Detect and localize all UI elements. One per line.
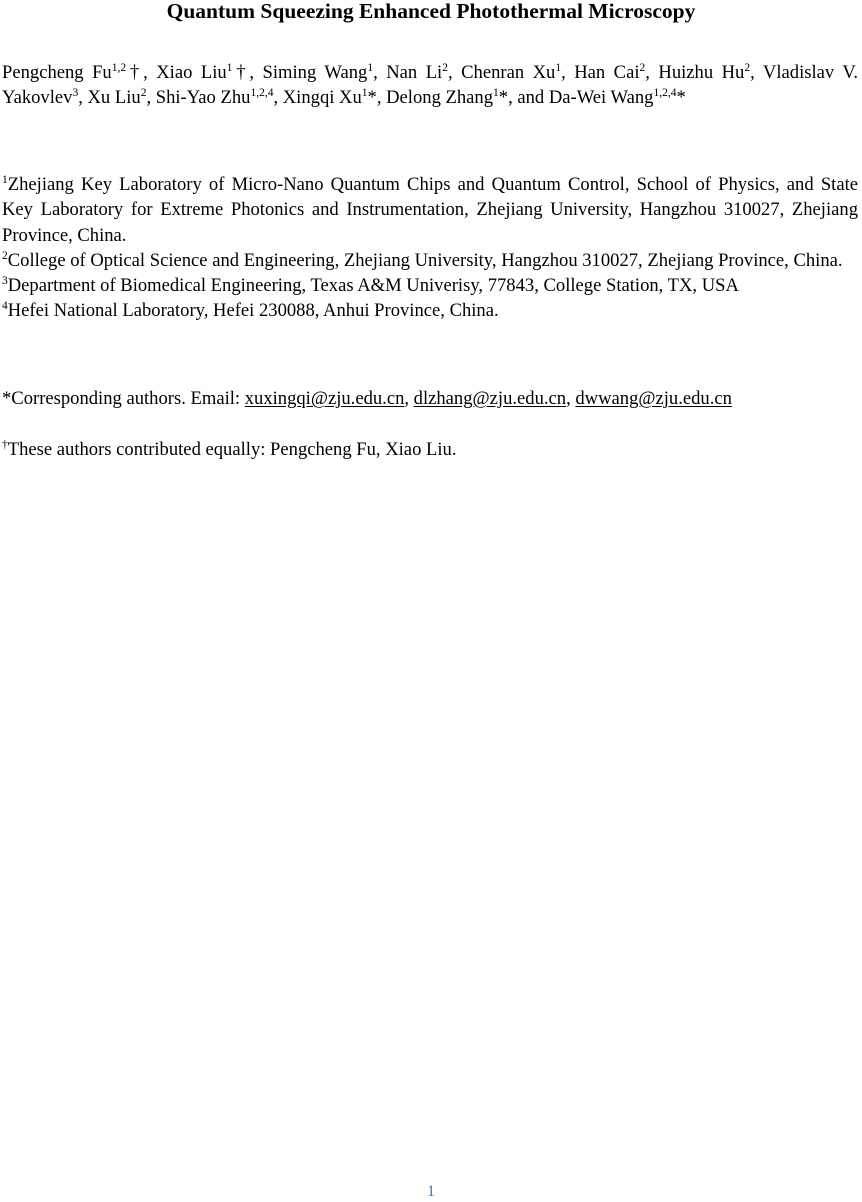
author [461,62,574,83]
paper-title: Quantum Squeezing Enhanced Photothermal Microscopy [166,0,696,23]
author-affil-sup: 1,2,4 [653,87,677,100]
author [574,62,658,83]
author-affil-sup: 1 [367,62,374,74]
author [386,62,461,83]
affiliation-number: 1 [2,174,8,186]
author-affil-sup: 1 [361,87,368,100]
author-name: Xiao Liu [156,62,227,83]
author-name: Xingqi Xu [282,87,362,109]
corresponding-prefix: *Corresponding authors. Email: [2,388,245,409]
author-mark: * [367,87,377,109]
author-affil-sup: 2 [744,62,751,74]
affiliation-text: Hefei National Laboratory, Hefei 230088, Anhui Province, China. [7,300,499,322]
affiliation-number: 2 [2,249,8,262]
author [2,62,156,83]
affiliation-text: College of Optical Science and Engineering, Zhejiang University, Hangzhou 310027, Zhejiang Province, China. [7,249,843,271]
author-mark: † [126,62,144,83]
author-separator: , [447,62,462,83]
author-separator: , [249,62,263,83]
email-link[interactable]: dlzhang@zju.edu.cn [413,388,567,409]
author-name: Xu Liu [87,87,141,109]
author-mark: * [676,87,686,109]
author [156,62,262,83]
author-name: Vladislav V. Yakovlev [2,62,859,109]
author-mark: * [498,87,509,109]
affiliation [2,172,858,248]
author-name: Delong Zhang [386,87,494,109]
author [658,62,763,83]
author-name: Chenran Xu [461,62,556,83]
author [263,62,387,83]
author-name: Huizhu Hu [658,62,745,83]
email-link[interactable]: dwwang@zju.edu.cn [575,388,732,409]
author-name: Da-Wei Wang [548,87,654,109]
author-name: Siming Wang [262,62,368,83]
author-affil-sup: 2 [140,87,147,100]
author-affil-sup: 1,2 [111,62,127,74]
author-separator: , [645,62,659,83]
author-separator: , [373,62,387,83]
affiliation [2,273,858,298]
author-name: Han Cai [574,62,640,83]
author [386,87,549,108]
affiliation-text: Department of Biomedical Engineering, Texas A&M Univerisy, 77843, College Station, TX, USA [7,275,739,297]
affiliation-number: 4 [2,300,8,313]
author-affil-sup: 2 [442,62,448,74]
author-affil-sup: 2 [639,62,646,74]
author-mark: † [232,62,250,83]
equal-contribution-mark: † [2,439,8,451]
author-list [2,60,858,111]
author [549,87,686,108]
author-separator: , [78,87,88,109]
affiliation-list [2,172,858,324]
affiliation [2,248,858,273]
author-affil-sup: 1 [226,62,233,74]
equal-contribution-note [2,437,858,462]
author-affil-sup: 3 [72,87,79,100]
author-separator: , [376,87,387,109]
author-separator: , [561,62,575,83]
affiliation-number: 3 [2,275,8,288]
author-name: Nan Li [386,62,443,83]
author-name: Shi-Yao Zhu [155,87,251,109]
author [156,87,283,108]
email-link[interactable]: xuxingqi@zju.edu.cn [244,388,405,409]
corresponding-authors: *Corresponding authors. Email: xuxingqi@zju.edu.cn, dlzhang@zju.edu.cn, dwwang@zju.edu.cn [2,388,732,409]
author-separator: , [750,62,763,83]
author-affil-sup: 1,2,4 [250,87,274,100]
author [87,87,155,108]
author-affil-sup: 1 [493,87,499,100]
author [283,87,386,108]
page-number: 1 [427,1183,435,1200]
affiliation [2,298,858,323]
affiliation-text: Zhejiang Key Laboratory of Micro-Nano Quantum Chips and Quantum Control, School of Physics, and State Key Laboratory for Extreme Photonics and Instrumentation, Zhejiang University, Hangzhou 310027, Zhejiang Province, China. [2,174,858,246]
equal-contribution-text: These authors contributed equally: Pengcheng Fu, Xiao Liu. [7,439,457,460]
author-separator: , [273,87,283,109]
author-separator: , [143,62,157,83]
author-separator: , [146,87,156,109]
author-separator: , and [508,87,549,109]
author-affil-sup: 1 [555,62,562,74]
author-name: Pengcheng Fu [2,62,112,83]
